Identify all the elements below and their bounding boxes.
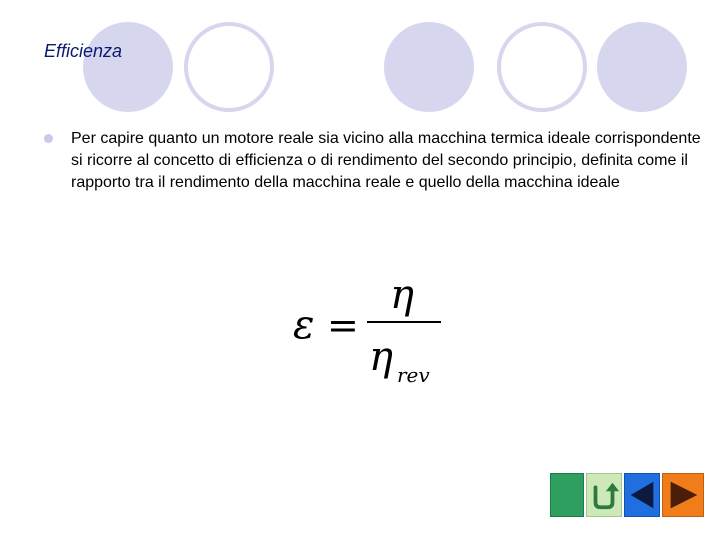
- efficiency-formula: [285, 270, 455, 400]
- decor-circle-1: [83, 22, 173, 112]
- formula-numerator: η: [390, 272, 414, 318]
- formula-subscript: rev: [397, 363, 430, 387]
- decor-circle-2: [184, 22, 274, 112]
- slide-title: Efficienza: [44, 41, 123, 61]
- bullet-text: Per capire quanto un motore reale sia vicino alla macchina termica ideale corrispondente si ricorre al concetto di efficienza o di rendimento del secondo principio, definita come il rapporto tra il rendimento della macchina reale e quello della macchina ideale: [71, 130, 701, 191]
- triangle-left-icon: [625, 474, 659, 516]
- formula-lhs: ε: [293, 302, 315, 348]
- previous-button[interactable]: [624, 473, 660, 517]
- next-button[interactable]: [662, 473, 704, 517]
- decor-circle-5: [597, 22, 687, 112]
- formula-denominator: η: [369, 334, 393, 380]
- formula-equals: =: [327, 303, 359, 347]
- decor-circle-4: [497, 22, 587, 112]
- decor-circle-3: [384, 22, 474, 112]
- return-arrow-icon: [587, 474, 621, 516]
- square-icon: [551, 474, 583, 516]
- bullet-icon: [44, 134, 53, 143]
- triangle-right-icon: [663, 474, 703, 516]
- home-button[interactable]: [550, 473, 584, 517]
- return-button[interactable]: [586, 473, 622, 517]
